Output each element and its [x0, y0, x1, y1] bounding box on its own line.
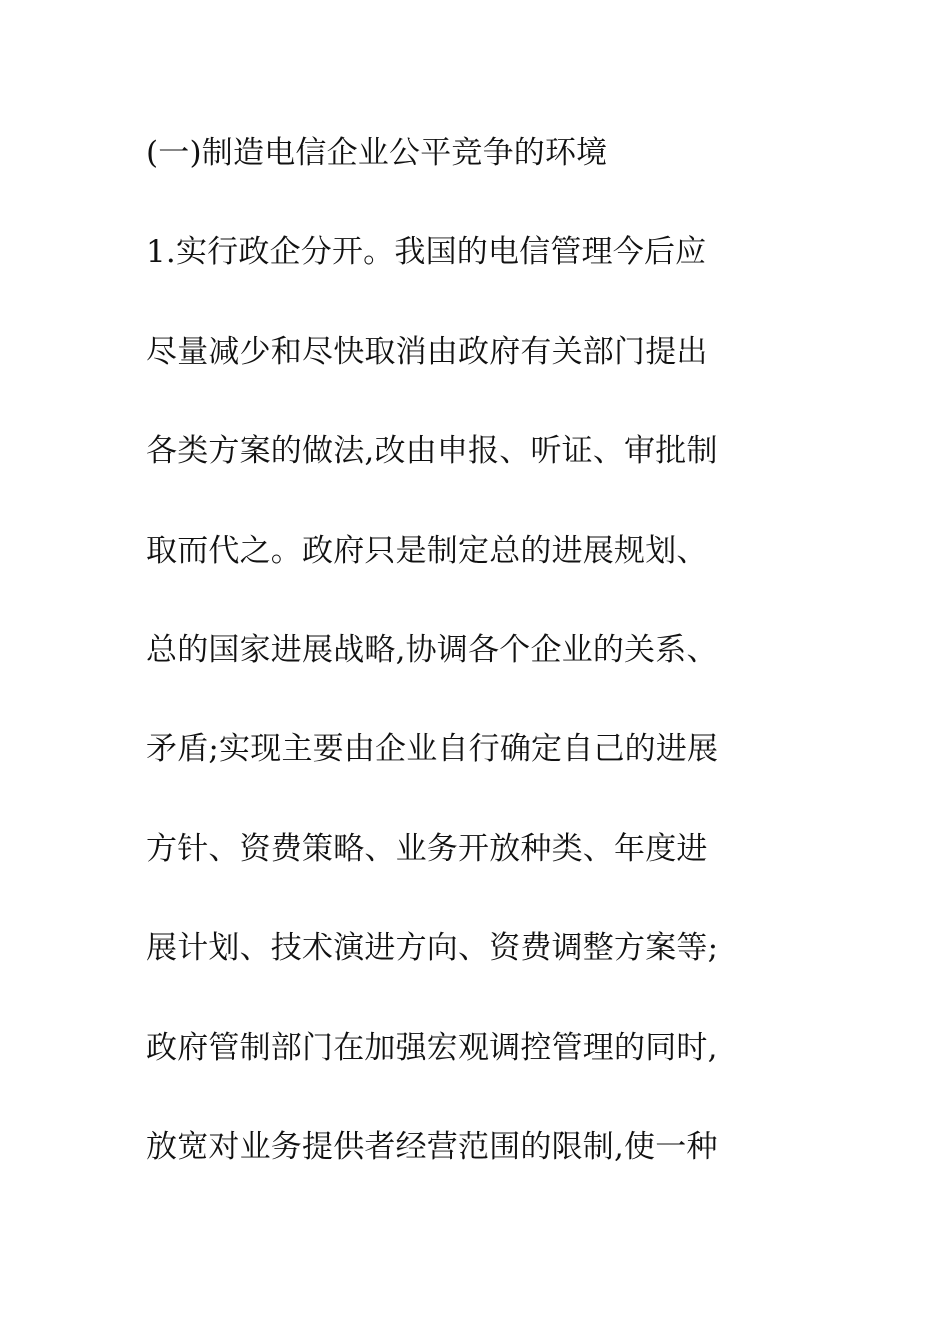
text-line: 各类方案的做法,改由申报、听证、审批制 — [146, 433, 718, 470]
text-line: 政府管制部门在加强宏观调控管理的同时, — [146, 1029, 718, 1066]
text-line: 总的国家进展战略,协调各个企业的关系、 — [146, 631, 718, 668]
text-line: 1.实行政企分开。我国的电信管理今后应 — [146, 234, 707, 271]
section-heading: (一)制造电信企业公平竞争的环境 — [146, 135, 608, 171]
text-line: 放宽对业务提供者经营范围的限制,使一种 — [146, 1128, 718, 1165]
text-line: 取而代之。政府只是制定总的进展规划、 — [146, 532, 708, 569]
text-line: 方针、资费策略、业务开放种类、年度进 — [146, 830, 708, 867]
text-line: 尽量减少和尽快取消由政府有关部门提出 — [146, 333, 708, 370]
text-line: 展计划、技术演进方向、资费调整方案等; — [146, 930, 719, 967]
text-line: 矛盾;实现主要由企业自行确定自己的进展 — [146, 731, 719, 768]
body-text — [146, 124, 826, 1217]
